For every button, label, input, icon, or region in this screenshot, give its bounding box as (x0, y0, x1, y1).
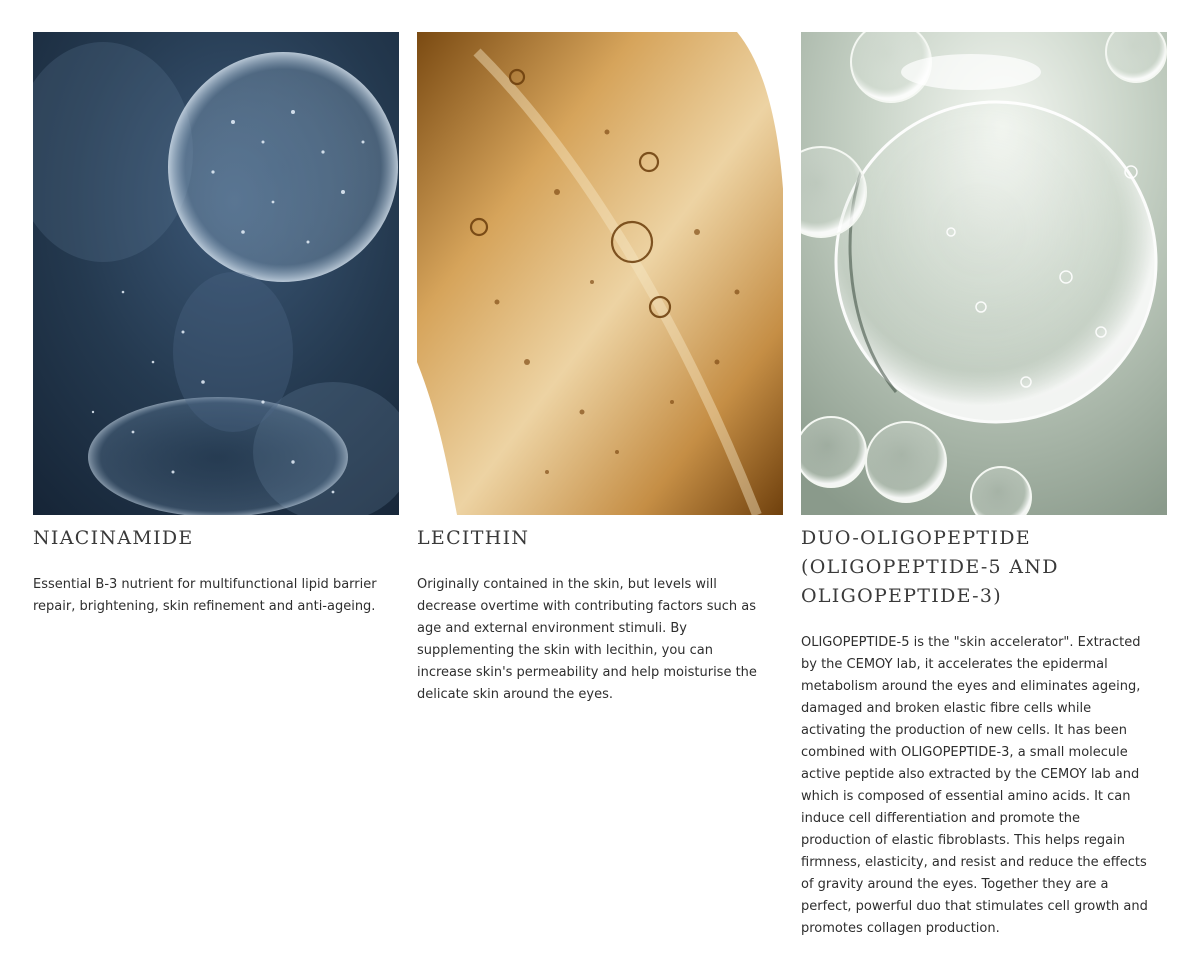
blue-bubbles-image (33, 32, 399, 515)
ingredient-description: Originally contained in the skin, but levels will decrease overtime with contributing factors such as age and external environment stimuli. By supplementing the skin with lecithin, you can increase skin's permeability and help moisturise the delicate skin around the eyes. (417, 577, 757, 702)
ingredient-card-niacinamide (33, 32, 399, 940)
ingredient-title: DUO-OLIGOPEPTIDE (OLIGOPEPTIDE-5 AND OLIGOPEPTIDE-3) (801, 527, 1059, 607)
ingredient-description: OLIGOPEPTIDE-5 is the "skin accelerator". Extracted by the CEMOY lab, it accelerates the epidermal metabolism around the eyes and eliminates ageing, damaged and broken elastic fibre cells while activating the production of new cells. It has been combined with OLIGOPEPTIDE-3, a small molecule active peptide also extracted by the CEMOY lab and which is composed of essential amino acids. It can induce cell differentiation and promote the production of elastic fibroblasts. This helps regain firmness, elasticity, and resist and reduce the effects of gravity around the eyes. Together they are a perfect, powerful duo that stimulates cell growth and promotes collagen production. (801, 635, 1148, 936)
ingredients-grid (33, 32, 1169, 940)
ingredient-card-duo-oligopeptide (801, 32, 1167, 940)
clear-bubbles-image (801, 32, 1167, 515)
ingredient-description: Essential B-3 nutrient for multifunctional lipid barrier repair, brightening, skin refinement and anti-ageing. (33, 577, 377, 614)
golden-oil-image (417, 32, 783, 515)
ingredient-title: LECITHIN (417, 527, 530, 549)
ingredient-title: NIACINAMIDE (33, 527, 194, 549)
ingredient-card-lecithin (417, 32, 783, 940)
